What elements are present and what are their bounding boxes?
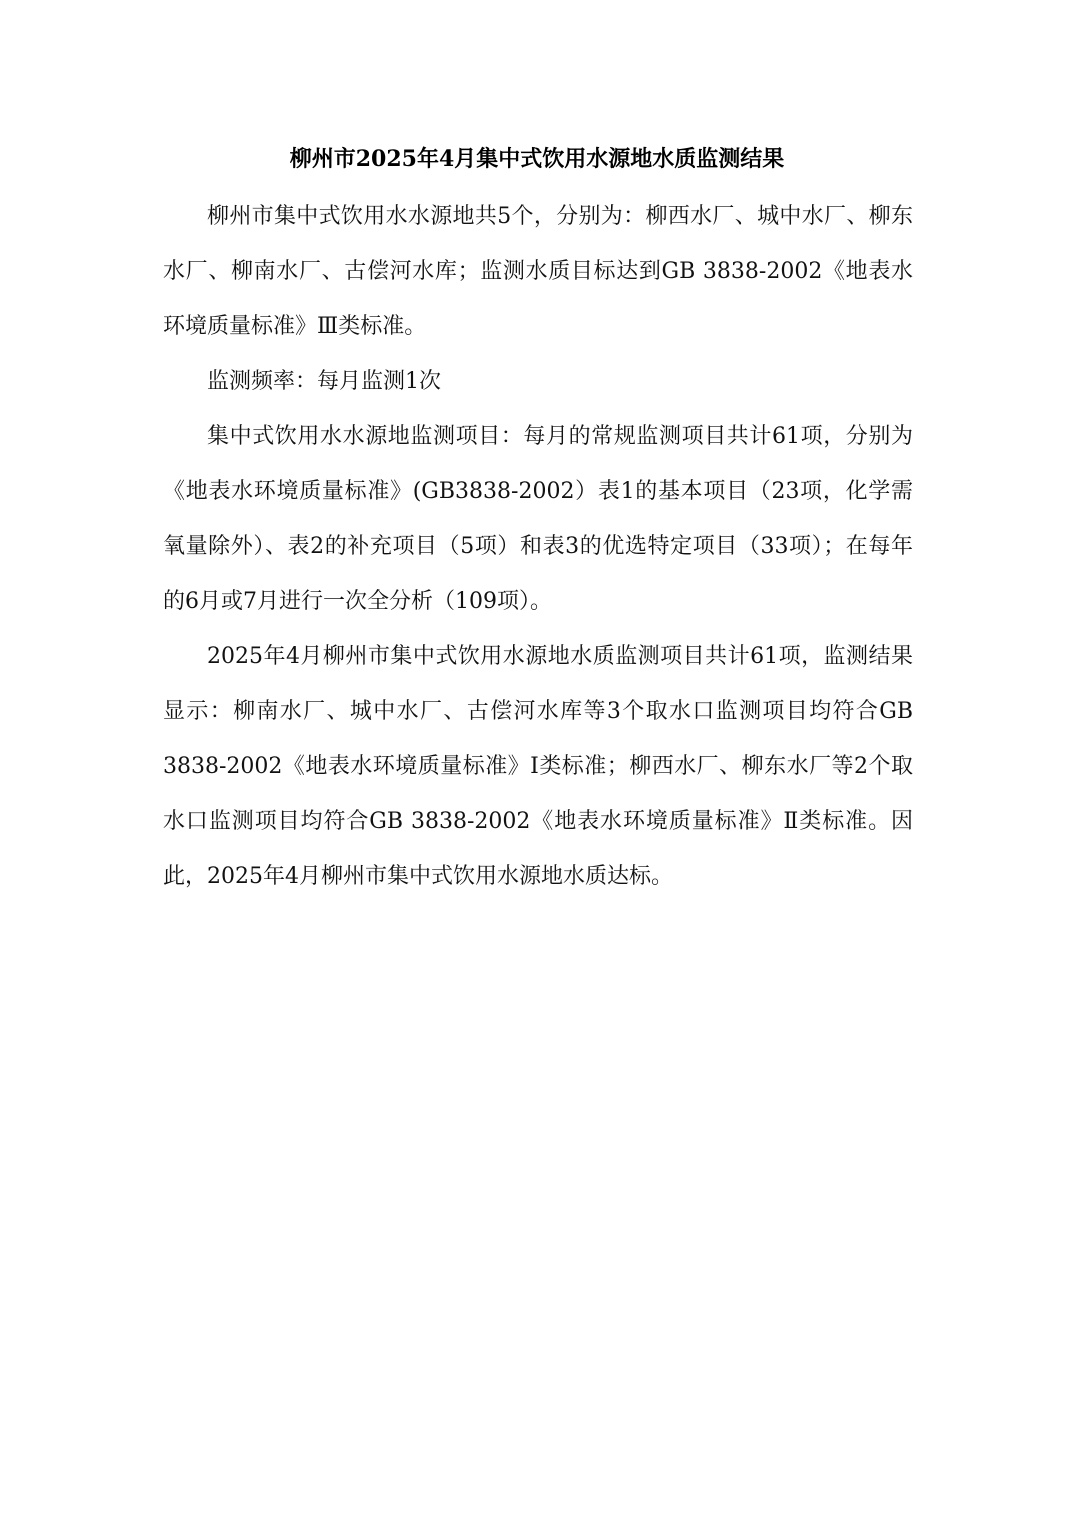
document-body xyxy=(163,189,913,904)
paragraph-monitoring-items: 集中式饮用水水源地监测项目：每月的常规监测项目共计61项，分别为《地表水环境质量标准》(GB3838-2002）表1的基本项目（23项，化学需氧量除外）、表2的补充项目（5项）和表3的优选特定项目（33项）；在每年的6月或7月进行一次全分析（109项）。 xyxy=(163,424,913,614)
paragraph-monitoring-frequency: 监测频率：每月监测1次 xyxy=(207,369,441,394)
paragraph-monitoring-results: 2025年4月柳州市集中式饮用水源地水质监测项目共计61项，监测结果显示：柳南水厂、城中水厂、古偿河水库等3个取水口监测项目均符合GB 3838-2002《地表水环境质量标准》Ⅰ类标准；柳西水厂、柳东水厂等2个取水口监测项目均符合GB 3838-2002《地表水环境质量标准》Ⅱ类标准。因此，2025年4月柳州市集中式饮用水源地水质达标。 xyxy=(163,644,913,889)
paragraph-water-sources: 柳州市集中式饮用水水源地共5个，分别为：柳西水厂、城中水厂、柳东水厂、柳南水厂、古偿河水库；监测水质目标达到GB 3838-2002《地表水环境质量标准》Ⅲ类标准。 xyxy=(163,204,913,339)
document-title: 柳州市2025年4月集中式饮用水源地水质监测结果 xyxy=(289,146,785,172)
